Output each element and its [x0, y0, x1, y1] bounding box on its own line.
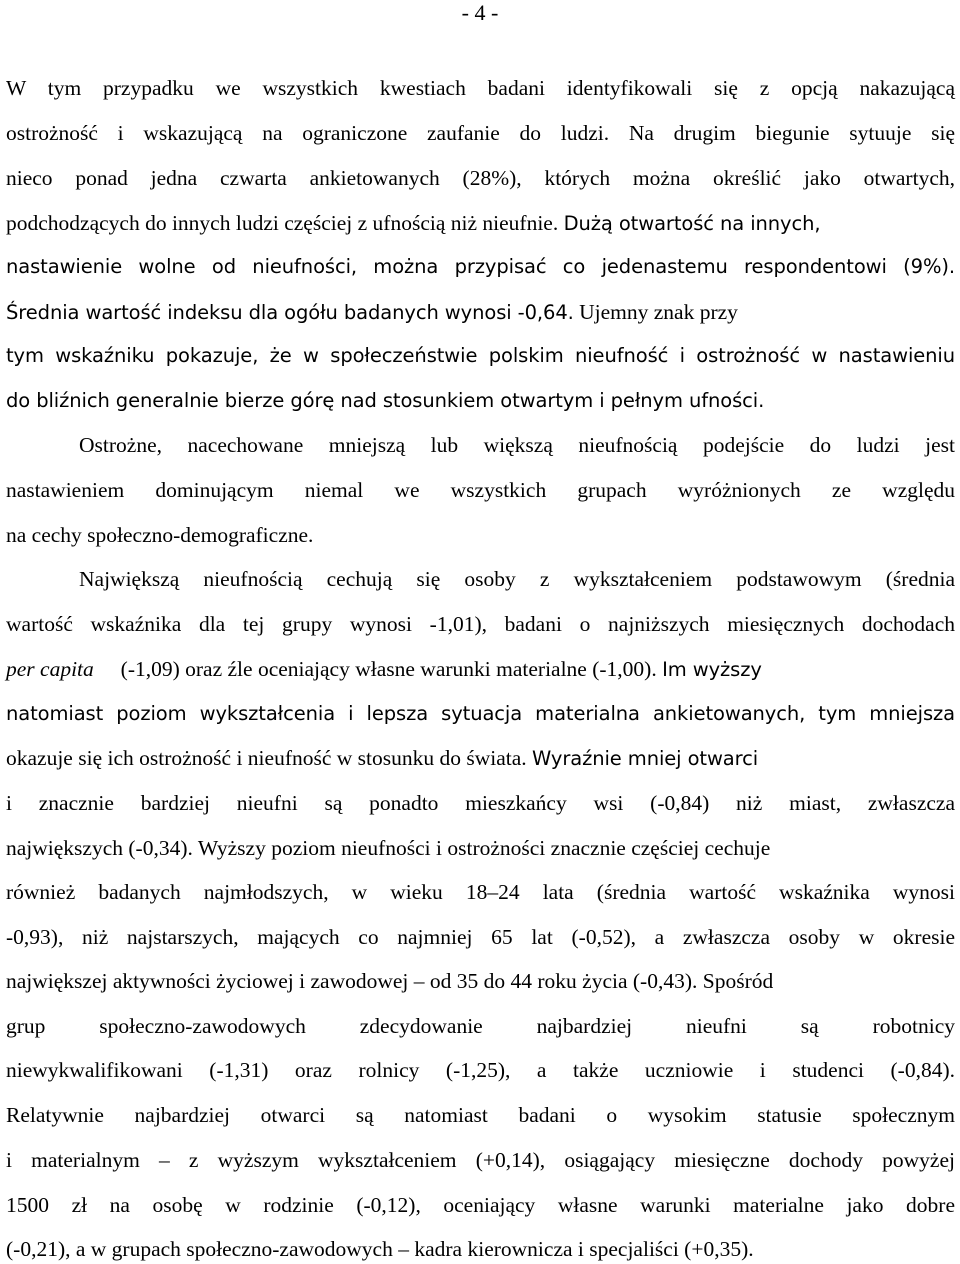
- text-line-mixed: [6, 297, 955, 327]
- text-line: Największą nieufnością cechują się osoby z wykształceniem podstawowym (średnia: [79, 567, 955, 591]
- text-line: i materialnym – z wyższym wykształceniem (+0,14), osiągający miesięczne dochody powyżej: [6, 1148, 955, 1172]
- text-segment: (-1,09) oraz źle oceniający własne warunki materialne (-1,00).: [120, 657, 657, 681]
- text-line: W tym przypadku we wszystkich kwestiach badani identyfikowali się z opcją nakazującą: [6, 76, 955, 100]
- text-line-mixed: [6, 833, 955, 863]
- text-segment-italic: per capita: [6, 657, 94, 681]
- text-line: wartość wskaźnika dla tej grupy wynosi -1,01), badani o najniższych miesięcznych dochodach: [6, 612, 955, 636]
- text-line: nieco ponad jedna czwarta ankietowanych (28%), których można określić jako otwartych,: [6, 166, 955, 190]
- text-line: ostrożność i wskazującą na ograniczone zaufanie do ludzi. Na drugim biegunie sytuuje się: [6, 121, 955, 145]
- text-line: nastawieniem dominującym niemal we wszystkich grupach wyróżnionych ze względu: [6, 478, 955, 502]
- text-line: do bliźnich generalnie bierze górę nad stosunkiem otwartym i pełnym ufności.: [6, 389, 765, 412]
- text-line-mixed: [6, 654, 955, 684]
- text-line: 1500 zł na osobę w rodzinie (-0,12), oceniający własne warunki materialne jako dobre: [6, 1193, 955, 1217]
- text-segment-sans: Średnia wartość indeksu dla ogółu badanych wynosi -0,64.: [6, 301, 574, 324]
- text-line: natomiast poziom wykształcenia i lepsza sytuacja materialna ankietowanych, tym mniejsza: [6, 702, 955, 725]
- text-segment: Spośród: [702, 969, 774, 993]
- text-segment: okazuje się ich ostrożność i nieufność w stosunku do świata.: [6, 746, 527, 770]
- text-line-mixed: [6, 208, 955, 238]
- text-segment: największych (-0,34).: [6, 836, 193, 860]
- text-segment: największej aktywności życiowej i zawodowej – od 35 do 44 roku życia (-0,43).: [6, 969, 698, 993]
- text-segment-sans: Wyraźnie mniej otwarci: [532, 747, 759, 770]
- text-line: (-0,21), a w grupach społeczno-zawodowych – kadra kierownicza i specjaliści (+0,35).: [6, 1237, 754, 1261]
- text-line: tym wskaźniku pokazuje, że w społeczeństwie polskim nieufność i ostrożność w nastawieniu: [6, 344, 955, 367]
- text-line: grup społeczno-zawodowych zdecydowanie najbardziej nieufni są robotnicy: [6, 1014, 955, 1038]
- text-line: nastawienie wolne od nieufności, można przypisać co jedenastemu respondentowi (9%).: [6, 255, 955, 278]
- text-line-mixed: [6, 743, 955, 773]
- text-segment-sans: Dużą otwartość na innych,: [563, 212, 821, 235]
- text-segment-sans: Im wyższy: [662, 658, 762, 681]
- text-line: i znacznie bardziej nieufni są ponadto mieszkańcy wsi (-0,84) niż miast, zwłaszcza: [6, 791, 955, 815]
- text-line: niewykwalifikowani (-1,31) oraz rolnicy (-1,25), a także uczniowie i studenci (-0,84).: [6, 1058, 955, 1082]
- text-line-mixed: [6, 966, 955, 996]
- text-segment: Wyższy poziom nieufności i ostrożności znacznie częściej cechuje: [197, 836, 771, 860]
- text-segment: podchodzących do innych ludzi częściej z ufnością niż nieufnie.: [6, 211, 559, 235]
- text-line: również badanych najmłodszych, w wieku 18–24 lata (średnia wartość wskaźnika wynosi: [6, 880, 955, 904]
- text-segment: Ujemny znak przy: [579, 300, 738, 324]
- text-line: na cechy społeczno-demograficzne.: [6, 523, 314, 547]
- text-line: -0,93), niż najstarszych, mających co najmniej 65 lat (-0,52), a zwłaszcza osoby w okresie: [6, 925, 955, 949]
- page-number: - 4 -: [461, 0, 499, 25]
- text-line: Relatywnie najbardziej otwarci są natomiast badani o wysokim statusie społecznym: [6, 1103, 955, 1127]
- text-line: Ostrożne, nacechowane mniejszą lub większą nieufnością podejście do ludzi jest: [79, 433, 955, 457]
